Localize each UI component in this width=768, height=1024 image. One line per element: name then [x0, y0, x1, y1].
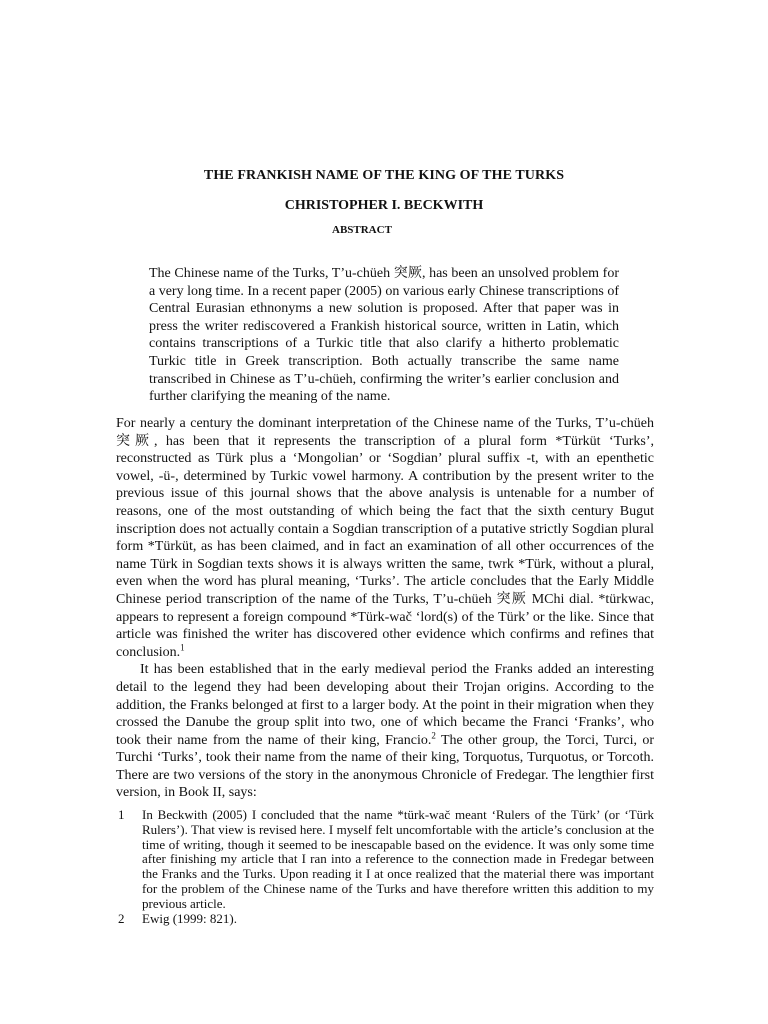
abstract-text: The Chinese name of the Turks, T’u-chüeh 突厥, has been an unsolved problem for a very long time. In a recent paper (2005) on various early Chinese transcriptions of Central Eurasian ethnonyms a new solution is proposed. After that paper was in press the writer rediscovered a Frankish historical source, written in Latin, which contains transcriptions of a Turkic title that also clarify a hitherto problematic Turkic title in Greek transcription. Both actually transcribe the same name transcribed in Chinese as T’u-chüeh, confirming the writer’s earlier conclusion and further clarifying the meaning of the name. — [149, 266, 620, 405]
body-text — [116, 415, 654, 802]
paragraph-1-text: For nearly a century the dominant interpretation of the Chinese name of the Turks, T’u-chüeh 突厥, has been that it represents the transcription of a plural form *Türküt ‘Turks’, reconstructed as Türk plus a ‘Mongolian’ or ‘Sogdian’ plural suffix -t, with an epenthetic vowel, -ü-, determined by Turkic vowel harmony. A contribution by the present writer to the previous issue of this journal shows that the above analysis is untenable for a number of reasons, one of the most outstanding of which being the fact that the sixth century Bugut inscription does not actually contain a Sogdian transcription of a putative strictly Sogdian plural form *Türküt, as has been claimed, and in fact an examination of all other occurrences of the name Türk in Sogdian texts shows it is always written the same, twrk *Türk, without a plural, even when the word has plural meaning, ‘Turks’. The article concludes that the Early Middle Chinese period transcription of the name of the Turks, T’u-chüeh 突厥 MChi dial. *türkwac, appears to represent a foreign compound *Türk-wač ‘lord(s) of the Türk’ or the like. Since that article was finished the writer has discovered other evidence which confirms and refines that conclusion. — [116, 416, 654, 660]
article-title: THE FRANKISH NAME OF THE KING OF THE TURKS — [203, 168, 565, 183]
paragraph-2 — [116, 661, 654, 802]
footnote-ref-1[interactable]: 1 — [180, 642, 185, 653]
footnote-number: 2 — [118, 910, 125, 926]
footnote-ref-2[interactable]: 2 — [431, 730, 436, 741]
paragraph-2-text: It has been established that in the early medieval period the Franks added an interesting detail to the legend they had been developing about their Trojan origins. According to the addition, the Franks belonged at first to a larger body. At the point in their migration when they crossed the Danube the group split into two, one of which became the Franci ‘Franks’, who took their name from the name of their king, Francio. — [116, 662, 654, 748]
footnote-text: Ewig (1999: 821). — [142, 910, 237, 926]
paragraph-1 — [116, 415, 654, 661]
footnote — [116, 912, 654, 927]
author-name: CHRISTOPHER I. BECKWITH — [284, 198, 484, 213]
footnote-text: In Beckwith (2005) I concluded that the name *türk-wač meant ‘Rulers of the Türk’ (or ‘Türk Rulers’). That view is revised here. I myself felt uncomfortable with the article’s conclusion at the time of writing, though it seemed to be inescapable based on the evidence. It was only some time after finishing my article that I ran into a reference to the connection made in Fredegar between the Franks and the Turks. Upon reading it I at once realized that the material there was important for the problem of the Chinese name of the Turks and have therefore written this addition to my previous article. — [142, 807, 654, 911]
abstract-heading: ABSTRACT — [332, 224, 392, 236]
paragraph-2-continuation: The other group, the Torci, Turci, or Turchi ‘Turks’, took their name from the name of their king, Torquotus, Turquotus, or Torcoth. There are two versions of the story in the anonymous Chronicle of Fredegar. The lengthier first version, in Book II, says: — [116, 732, 654, 801]
footnotes-section — [116, 808, 654, 926]
footnote-number: 1 — [118, 807, 125, 822]
footnote — [116, 808, 654, 912]
